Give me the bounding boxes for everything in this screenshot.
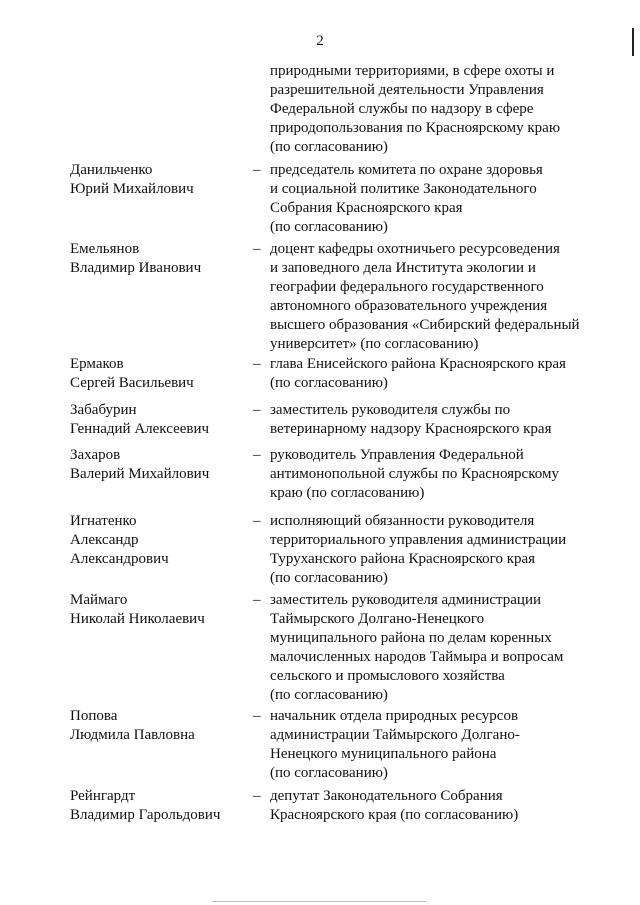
dash-separator: – xyxy=(253,356,261,372)
text-line: антимонопольной службы по Красноярскому xyxy=(270,466,559,482)
member-role xyxy=(270,446,610,503)
text-line: территориального управления администрации xyxy=(270,532,567,548)
member-name xyxy=(70,512,250,569)
text-line: (по согласованию) xyxy=(270,139,388,155)
text-line: (по согласованию) xyxy=(270,765,388,781)
text-line: разрешительной деятельности Управления xyxy=(270,82,544,98)
dash-separator: – xyxy=(253,402,261,418)
given-names: Сергей Васильевич xyxy=(70,375,194,391)
text-line: (по согласованию) xyxy=(270,375,388,391)
text-line: Федеральной службы по надзору в сфере xyxy=(270,101,534,117)
continued-role-text xyxy=(270,62,610,157)
text-line: природопользования по Красноярскому краю xyxy=(270,120,561,136)
dash-separator: – xyxy=(253,788,261,804)
text-line: (по согласованию) xyxy=(270,687,388,703)
given-names: Владимир Иванович xyxy=(70,260,202,276)
text-line: доцент кафедры охотничьего ресурсоведения xyxy=(270,241,560,257)
text-line: председатель комитета по охране здоровья xyxy=(270,162,543,178)
text-line: малочисленных народов Таймыра и вопросам xyxy=(270,649,564,665)
dash-separator: – xyxy=(253,447,261,463)
surname: Емельянов xyxy=(70,241,140,257)
member-name xyxy=(70,401,250,439)
text-line: депутат Законодательного Собрания xyxy=(270,788,503,804)
given-names: Николай Николаевич xyxy=(70,611,205,627)
member-name xyxy=(70,161,250,199)
text-line: географии федерального государственного xyxy=(270,279,544,295)
surname: Попова xyxy=(70,708,118,724)
member-name xyxy=(70,787,250,825)
text-line: глава Енисейского района Красноярского края xyxy=(270,356,566,372)
member-role xyxy=(270,512,610,588)
member-name xyxy=(70,591,250,629)
given-names: Владимир Гарольдович xyxy=(70,807,221,823)
given-names: Геннадий Алексеевич xyxy=(70,421,210,437)
text-line: заместитель руководителя службы по xyxy=(270,402,511,418)
member-name xyxy=(70,240,250,278)
scan-bottom-edge xyxy=(212,901,426,902)
text-line: муниципального района по делам коренных xyxy=(270,630,552,646)
text-line: администрации Таймырского Долгано- xyxy=(270,727,520,743)
text-line: Таймырского Долгано-Ненецкого xyxy=(270,611,485,627)
text-line: природными территориями, в сфере охоты и xyxy=(270,63,555,79)
given-names: Александрович xyxy=(70,551,169,567)
member-role xyxy=(270,591,610,705)
member-role xyxy=(270,707,610,783)
member-name xyxy=(70,355,250,393)
text-line: ветеринарному надзору Красноярского края xyxy=(270,421,552,437)
dash-separator: – xyxy=(253,708,261,724)
surname: Захаров xyxy=(70,447,121,463)
member-name xyxy=(70,446,250,484)
text-line: Собрания Красноярского края xyxy=(270,200,463,216)
text-line: (по согласованию) xyxy=(270,219,388,235)
text-line: Туруханского района Красноярского края xyxy=(270,551,536,567)
text-line: краю (по согласованию) xyxy=(270,485,425,501)
page-number: 2 xyxy=(316,33,324,49)
text-line: и заповедного дела Института экологии и xyxy=(270,260,536,276)
text-line: начальник отдела природных ресурсов xyxy=(270,708,519,724)
text-line: руководитель Управления Федеральной xyxy=(270,447,524,463)
member-name xyxy=(70,707,250,745)
text-line: (по согласованию) xyxy=(270,570,388,586)
given-names: Юрий Михайлович xyxy=(70,181,194,197)
member-role xyxy=(270,401,610,439)
given-names: Людмила Павловна xyxy=(70,727,195,743)
dash-separator: – xyxy=(253,162,261,178)
scan-edge-mark xyxy=(632,28,634,56)
member-role xyxy=(270,355,610,393)
text-line: автономного образовательного учреждения xyxy=(270,298,548,314)
surname: Ермаков xyxy=(70,356,124,372)
dash-separator: – xyxy=(253,592,261,608)
surname: Маймаго xyxy=(70,592,128,608)
surname: Забабурин xyxy=(70,402,137,418)
surname: Рейнгардт xyxy=(70,788,136,804)
member-role xyxy=(270,240,610,354)
surname: Данильченко xyxy=(70,162,153,178)
given-names: Александр xyxy=(70,532,139,548)
dash-separator: – xyxy=(253,513,261,529)
text-line: высшего образования «Сибирский федеральный xyxy=(270,317,580,333)
text-line: и социальной политике Законодательного xyxy=(270,181,537,197)
given-names: Валерий Михайлович xyxy=(70,466,210,482)
text-line: университет» (по согласованию) xyxy=(270,336,479,352)
surname: Игнатенко xyxy=(70,513,137,529)
text-line: заместитель руководителя администрации xyxy=(270,592,542,608)
text-line: Красноярского края (по согласованию) xyxy=(270,807,519,823)
text-line: Ненецкого муниципального района xyxy=(270,746,497,762)
dash-separator: – xyxy=(253,241,261,257)
text-line: сельского и промыслового хозяйства xyxy=(270,668,505,684)
member-role xyxy=(270,161,610,237)
text-line: исполняющий обязанности руководителя xyxy=(270,513,535,529)
member-role xyxy=(270,787,610,825)
